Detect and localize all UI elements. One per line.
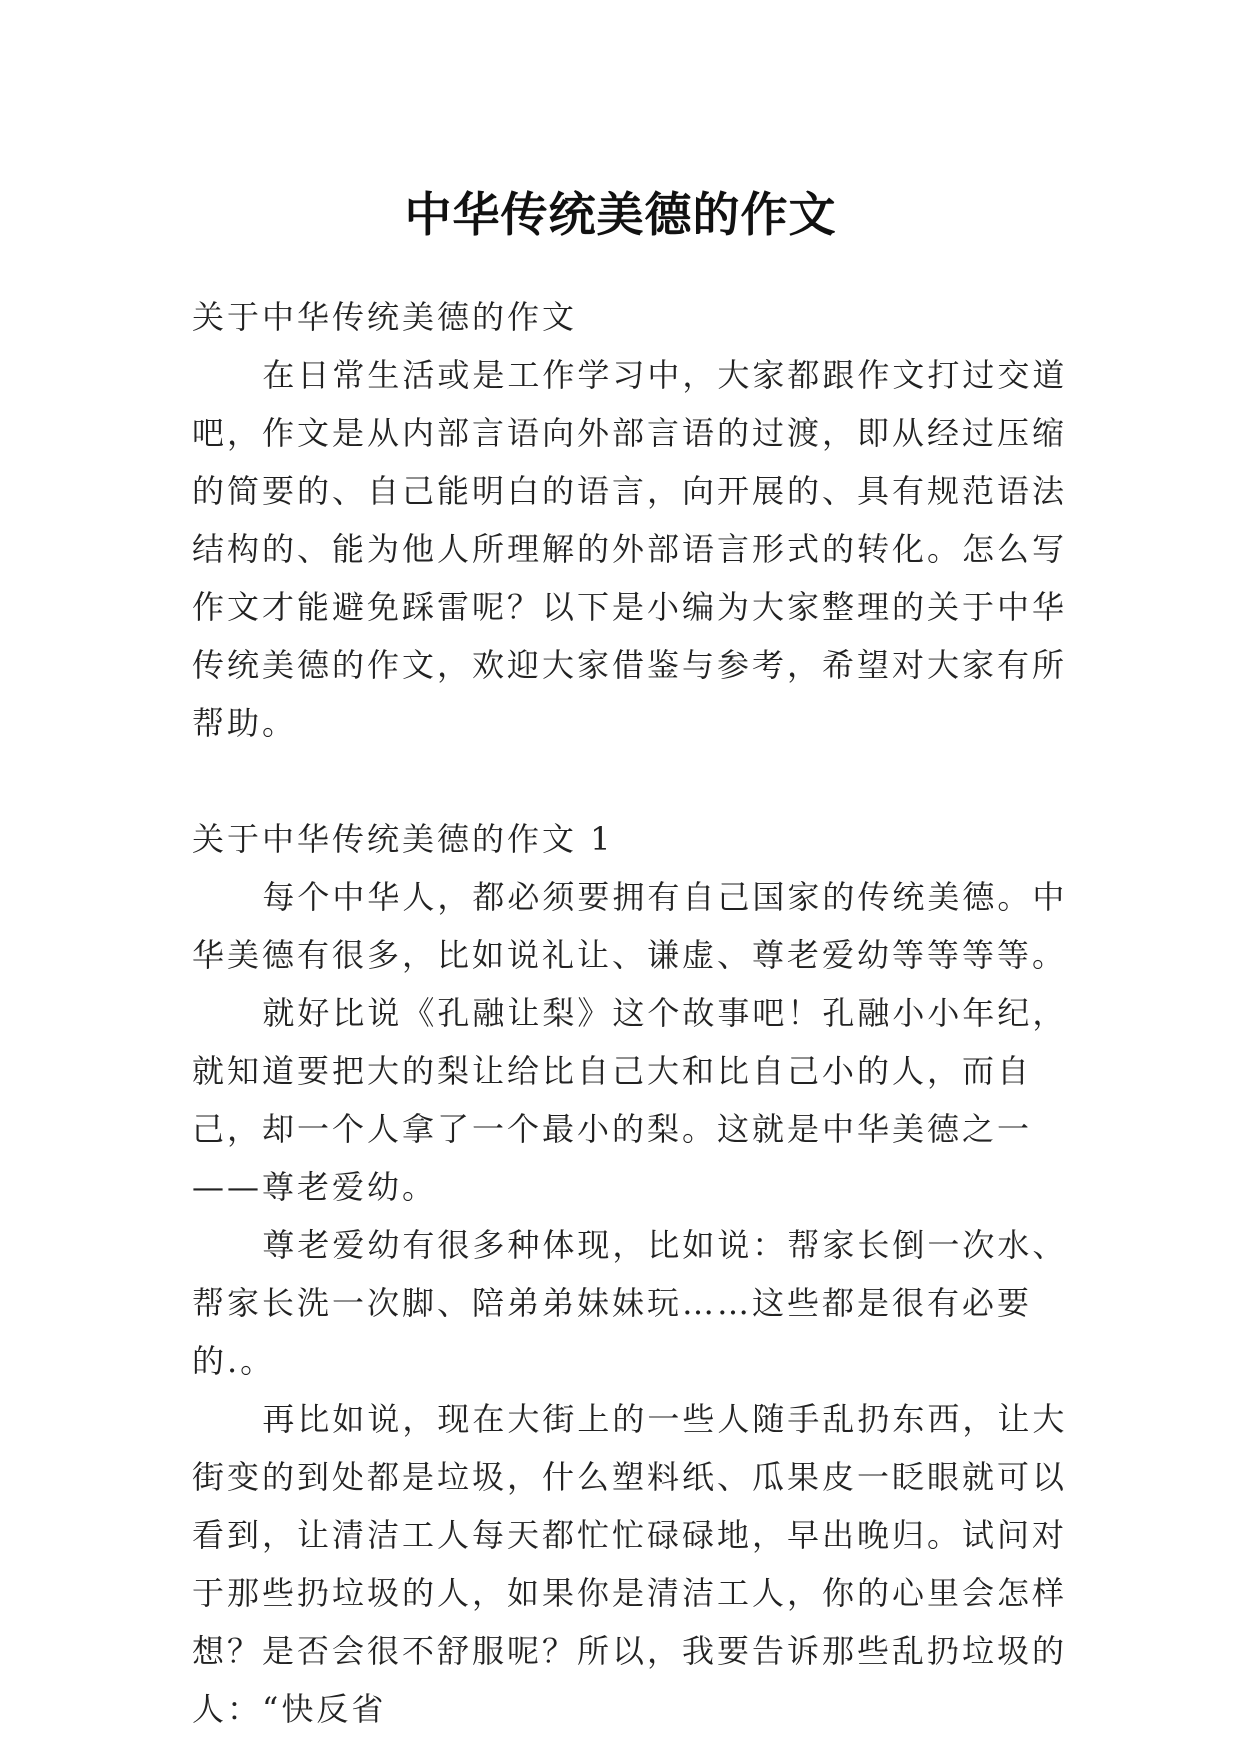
document-body xyxy=(192,288,1072,1738)
section-spacer xyxy=(192,752,1072,810)
essay-heading: 关于中华传统美德的作文 1 xyxy=(192,820,614,858)
intro-paragraph: 在日常生活或是工作学习中，大家都跟作文打过交道吧，作文是从内部言语向外部言语的过渡，即从经过压缩的简要的、自己能明白的语言，向开展的、具有规范语法结构的、能为他人所理解的外部语言形式的转化。怎么写作文才能避免踩雷呢？以下是小编为大家整理的关于中华传统美德的作文，欢迎大家借鉴与参考，希望对大家有所帮助。 xyxy=(192,356,1068,742)
essay-paragraph: 就好比说《孔融让梨》这个故事吧！孔融小小年纪，就知道要把大的梨让给比自己大和比自己小的人，而自己，却一个人拿了一个最小的梨。这就是中华美德之一——尊老爱幼。 xyxy=(192,994,1068,1206)
essay-paragraph: 每个中华人，都必须要拥有自己国家的传统美德。中华美德有很多，比如说礼让、谦虚、尊老爱幼等等等等。 xyxy=(192,878,1068,974)
intro-heading: 关于中华传统美德的作文 xyxy=(192,298,578,336)
essay-paragraph: 尊老爱幼有很多种体现，比如说：帮家长倒一次水、帮家长洗一次脚、陪弟弟妹妹玩……这些都是很有必要的.。 xyxy=(192,1226,1068,1380)
essay-paragraph: 再比如说，现在大街上的一些人随手乱扔东西，让大街变的到处都是垃圾，什么塑料纸、瓜果皮一眨眼就可以看到，让清洁工人每天都忙忙碌碌地，早出晚归。试问对于那些扔垃圾的人，如果你是清洁工人，你的心里会怎样想？是否会很不舒服呢？所以，我要告诉那些乱扔垃圾的人：“快反省 xyxy=(192,1400,1068,1728)
document-title: 中华传统美德的作文 xyxy=(404,188,837,244)
